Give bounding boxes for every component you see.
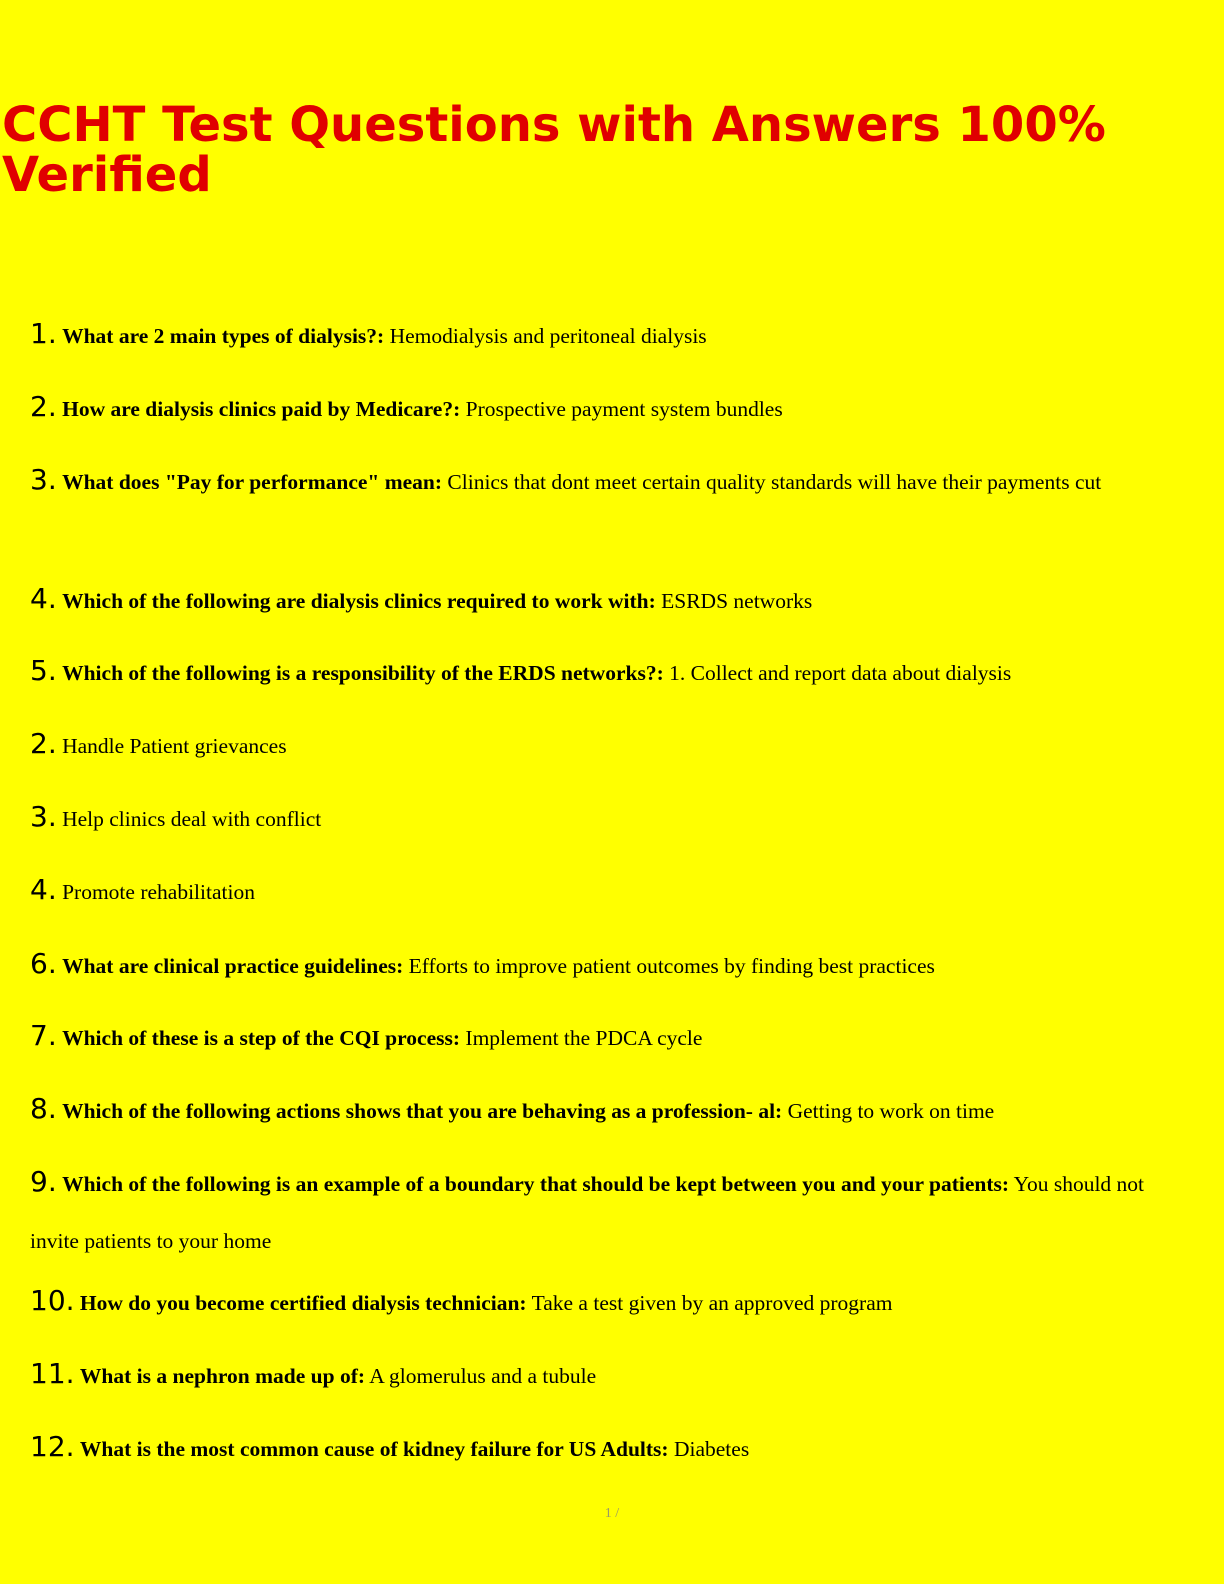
answer-text: Help clinics deal with conflict [62,807,322,831]
item-number: 9. [30,1165,57,1198]
item-number: 5. [30,654,57,687]
answer-text: Promote rehabilitation [62,880,255,904]
item-number: 2. [30,727,57,760]
qa-item-9 [30,1153,1190,1270]
answer-text: Efforts to improve patient outcomes by finding best practices [408,954,935,978]
question-text: How do you become certified dialysis technician: [79,1291,527,1315]
qa-item-5-sub-4 [30,861,1190,921]
item-number: 11. [30,1357,75,1390]
question-text: Which of the following actions shows that you are behaving as a profession- al: [62,1099,783,1123]
item-number: 3. [30,463,57,496]
answer-text: Clinics that dont meet certain quality standards will have their payments cut [447,470,1102,494]
question-text: Which of the following is a responsibility of the ERDS networks?: [62,661,664,685]
question-text: Which of the following are dialysis clinics required to work with: [62,589,656,613]
item-number: 7. [30,1019,57,1052]
answer-text: ESRDS networks [661,589,813,613]
answer-text: 1. Collect and report data about dialysis [669,661,1012,685]
answer-text: Implement the PDCA cycle [465,1026,703,1050]
question-text: What does "Pay for performance" mean: [62,470,443,494]
answer-text: You should not invite patients to your home [30,1172,1145,1253]
answer-text: Handle Patient grievances [62,734,287,758]
page-number: 1 / [604,1506,620,1521]
document-title: CCHT Test Questions with Answers 100% Verified [2,97,1106,203]
qa-item-7 [30,1007,1190,1067]
answer-text: Getting to work on time [787,1099,995,1123]
qa-item-4 [30,570,1190,630]
item-number: 10. [30,1284,75,1317]
item-number: 6. [30,947,57,980]
qa-item-8 [30,1080,1190,1140]
question-text: What is the most common cause of kidney failure for US Adults: [79,1437,669,1461]
question-text: How are dialysis clinics paid by Medicare?: [62,397,461,421]
answer-text: Diabetes [673,1437,750,1461]
question-text: Which of the following is an example of a boundary that should be kept between you and your patients: [62,1172,1010,1196]
qa-item-10 [30,1272,1190,1332]
qa-item-5-sub-3 [30,788,1190,848]
qa-item-12 [30,1418,1190,1478]
item-number: 4. [30,873,57,906]
question-text: What are 2 main types of dialysis?: [62,324,385,348]
item-number: 2. [30,390,57,423]
item-number: 12. [30,1430,75,1463]
item-number: 4. [30,582,57,615]
question-text: Which of these is a step of the CQI process: [62,1026,461,1050]
qa-item-5-sub-2 [30,715,1190,775]
question-text: What is a nephron made up of: [79,1364,366,1388]
answer-text: Prospective payment system bundles [465,397,783,421]
qa-item-5 [30,642,1190,702]
item-number: 3. [30,800,57,833]
qa-item-3 [30,451,1190,511]
answer-text: Hemodialysis and peritoneal dialysis [389,324,707,348]
item-number: 1. [30,317,57,350]
answer-text: A glomerulus and a tubule [369,1364,597,1388]
qa-item-11 [30,1345,1190,1405]
answer-text: Take a test given by an approved program [531,1291,893,1315]
item-number: 8. [30,1092,57,1125]
qa-item-6 [30,935,1190,995]
qa-item-1 [30,305,1190,365]
question-text: What are clinical practice guidelines: [62,954,404,978]
qa-item-2 [30,378,1190,438]
